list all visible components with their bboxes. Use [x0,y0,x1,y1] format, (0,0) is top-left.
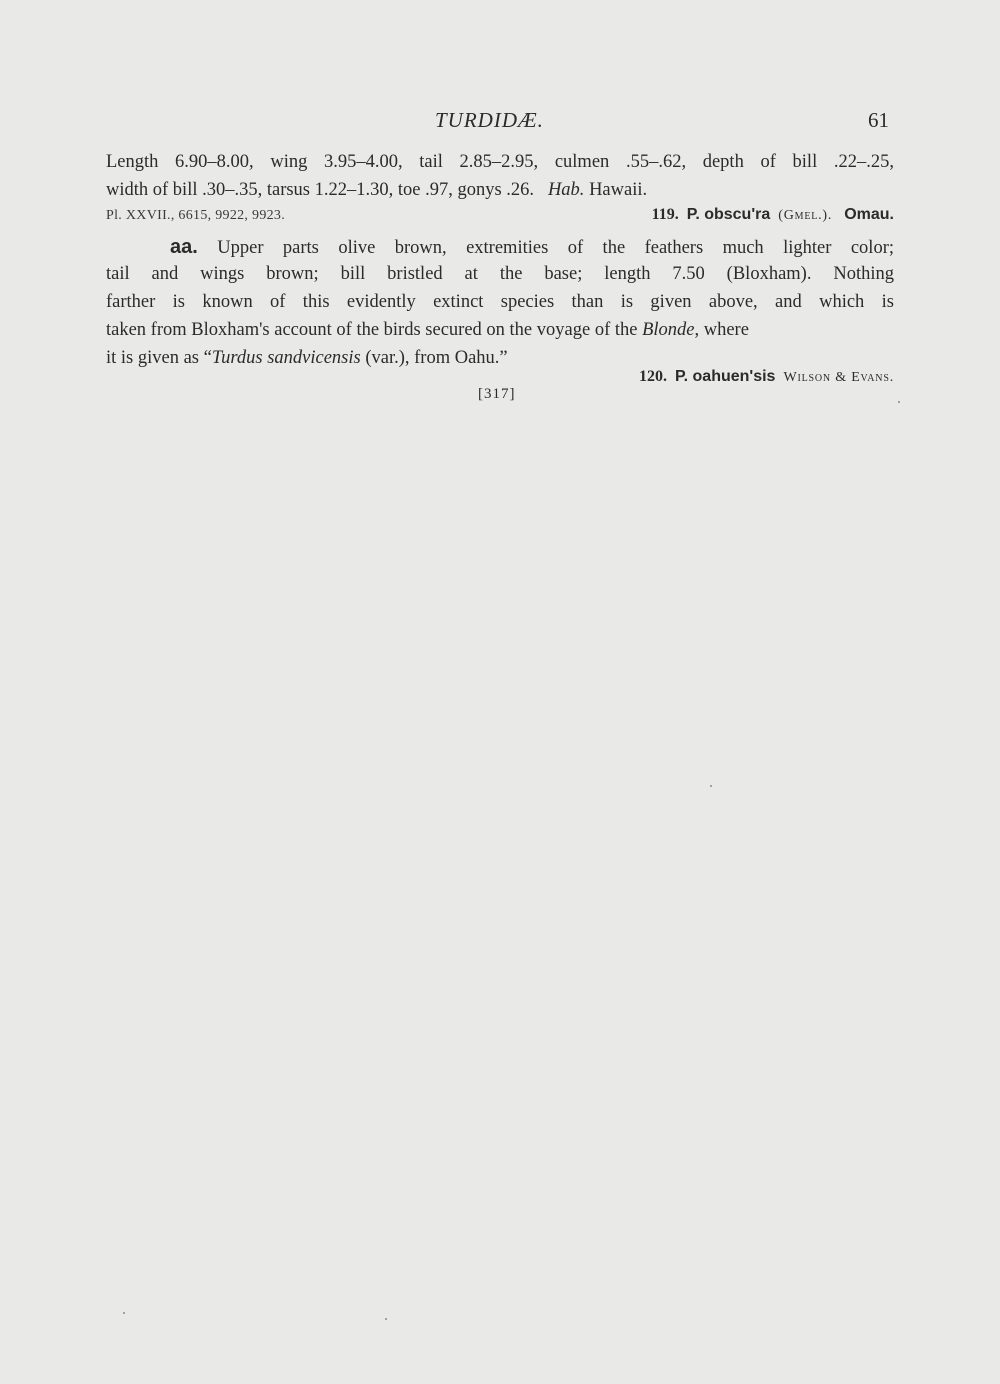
signature-mark: [317] [478,386,516,402]
measurements-line-2 [106,180,894,201]
description-text: it is given as “ [106,348,212,368]
plate-reference: Pl. XXVII., 6615, 9922, 9923. [106,208,286,223]
species-heading-119 [652,206,894,224]
species-name: P. obscu'ra [686,206,771,223]
habitat-label: Hab. [547,180,585,200]
description-text: (var.), from Oahu.” [360,348,508,368]
paper-speck [710,785,712,787]
key-letter: aa. [170,236,198,258]
paper-speck [385,1318,387,1320]
species-heading-120 [639,368,894,386]
paper-speck [123,1312,125,1314]
synonym-name: Turdus sandvicensis [211,348,361,368]
species-common-name: Omau. [844,206,894,223]
species-author: (Gmel.). [778,208,833,223]
paper-speck [898,401,900,403]
description-line-1 [170,236,894,259]
ship-name: Blonde [642,320,695,340]
measurements-line-1: Length 6.90–8.00, wing 3.95–4.00, tail 2.85–2.95, culmen .55–.62, depth of bill .22–.25, [106,152,894,172]
species-name: P. oahuen'sis [675,368,776,385]
habitat-value: Hawaii. [589,180,648,200]
description-text: taken from Bloxham's account of the birds secured on the voyage of the [106,320,638,340]
running-title: TURDIDÆ. [435,108,544,132]
page-number: 61 [868,108,889,132]
description-line-2: tail and wings brown; bill bristled at the base; length 7.50 (Bloxham). Nothing [106,264,894,284]
description-line-5 [106,348,894,369]
running-head [0,108,1000,138]
measurements-text: width of bill .30–.35, tarsus 1.22–1.30, toe .97, gonys .26. [106,180,535,200]
description-line-4 [106,320,894,341]
description-text: , where [694,320,749,340]
description-line-3: farther is known of this evidently extinct species than is given above, and which is [106,292,894,312]
species-number: 120. [639,368,668,385]
species-author: Wilson & Evans. [783,370,894,385]
description-text: Upper parts olive brown, extremities of the feathers much lighter color; [217,238,894,258]
species-number: 119. [651,206,679,223]
